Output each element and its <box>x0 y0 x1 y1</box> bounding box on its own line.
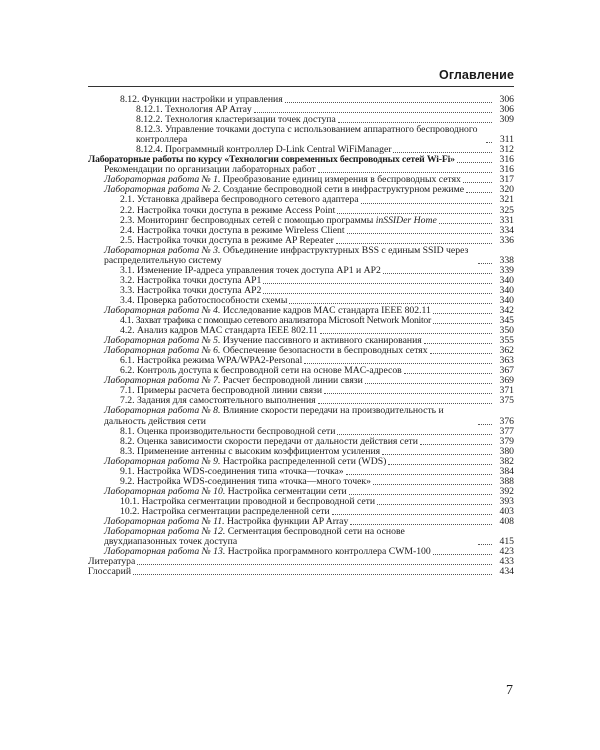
toc-entry-lab[interactable]: Лабораторная работа № 9. Настройка распределенной сети (WDS) 382 <box>104 455 514 467</box>
toc-entry-lab[interactable]: Лабораторная работа № 2. Создание беспроводной сети в инфраструктурном режиме 320 <box>104 184 514 196</box>
leader-dots <box>433 554 492 555</box>
toc-entry[interactable]: 8.12. Функции настройки и управления 306 <box>120 94 514 105</box>
leader-dots <box>478 424 492 425</box>
leader-dots <box>404 373 492 374</box>
toc-entry-lab[interactable]: Лабораторная работа № 11. Настройка функции AP Array 408 <box>104 515 514 527</box>
leader-dots <box>289 303 492 304</box>
toc-entry[interactable]: Литература 433 <box>88 556 514 568</box>
leader-dots <box>337 213 492 214</box>
leader-dots <box>365 383 492 384</box>
leader-dots <box>430 353 492 354</box>
leader-dots <box>349 494 492 495</box>
table-of-contents <box>88 95 514 577</box>
toc-entry[interactable]: 10.1. Настройка сегментации проводной и беспроводной сети 393 <box>120 495 514 507</box>
toc-entry[interactable]: 8.12.3. Управление точками доступа с использованием аппаратного беспроводного контроллера 311 <box>136 124 514 146</box>
leader-dots <box>383 273 492 274</box>
leader-dots <box>263 293 492 294</box>
toc-entry[interactable]: 2.4. Настройка точки доступа в режиме Wireless Client 334 <box>120 224 514 236</box>
toc-entry[interactable]: 6.1. Настройка режима WPA/WPA2-Personal 363 <box>120 355 514 367</box>
toc-entry[interactable]: 8.1. Оценка производительности беспроводной сети 377 <box>120 425 514 437</box>
toc-entry[interactable]: 3.2. Настройка точки доступа AP1 340 <box>120 274 514 286</box>
toc-entry-lab[interactable]: Лабораторная работа № 3. Объединение инфраструктурных BSS с единым SSID через распределительную систему 338 <box>104 244 514 266</box>
toc-entry[interactable]: 4.2. Анализ кадров MAC стандарта IEEE 802.11 350 <box>120 325 514 337</box>
leader-dots <box>133 574 492 575</box>
toc-entry[interactable]: 3.4. Проверка работоспособности схемы 340 <box>120 294 514 306</box>
toc-entry[interactable]: 8.2. Оценка зависимости скорости передачи от дальности действия сети 379 <box>120 435 514 447</box>
leader-dots <box>377 504 492 505</box>
toc-entry[interactable]: 2.5. Настройка точки доступа в режиме AP Repeater 336 <box>120 234 514 246</box>
toc-entry-lab[interactable]: Лабораторная работа № 7. Расчет беспроводной линии связи 369 <box>104 375 514 387</box>
header-title: Оглавление <box>439 68 514 82</box>
leader-dots <box>486 142 492 143</box>
toc-entry[interactable]: 6.2. Контроль доступа к беспроводной сети на основе MAC-адресов 367 <box>120 365 514 377</box>
leader-dots <box>361 203 492 204</box>
toc-entry-lab[interactable]: Лабораторная работа № 4. Исследование кадров MAC стандарта IEEE 802.11 342 <box>104 304 514 316</box>
leader-dots <box>478 263 492 264</box>
toc-entry-lab[interactable]: Лабораторная работа № 1. Преобразование единиц измерения в беспроводных сетях 317 <box>104 174 514 186</box>
leader-dots <box>285 102 492 103</box>
toc-entry[interactable]: Глоссарий 434 <box>88 566 514 578</box>
toc-entry-lab[interactable]: Лабораторная работа № 13. Настройка программного контроллера CWM-100 423 <box>104 546 514 558</box>
toc-entry[interactable]: 8.12.2. Технология кластеризации точек доступа 309 <box>136 114 514 126</box>
toc-entry[interactable]: 2.3. Мониторинг беспроводных сетей с помощью программы inSSIDer Home 331 <box>120 214 514 226</box>
toc-entry[interactable]: 9.2. Настройка WDS-соединения типа «точка—много точек» 388 <box>120 475 514 487</box>
leader-dots <box>373 484 492 485</box>
toc-entry[interactable]: Рекомендации по организации лабораторных работ 316 <box>104 164 514 176</box>
leader-dots <box>338 122 492 123</box>
leader-dots <box>350 524 492 525</box>
leader-dots <box>318 172 492 173</box>
leader-dots <box>388 464 492 465</box>
leader-dots <box>337 434 492 435</box>
toc-entry-lab[interactable]: Лабораторная работа № 10. Настройка сегментации сети 392 <box>104 485 514 497</box>
leader-dots <box>466 192 492 193</box>
leader-dots <box>137 564 492 565</box>
toc-entry-lab[interactable]: Лабораторная работа № 6. Обеспечение безопасности в беспроводных сетях 362 <box>104 345 514 357</box>
leader-dots <box>457 162 492 163</box>
leader-dots <box>324 393 492 394</box>
leader-dots <box>254 112 492 113</box>
running-header <box>88 66 514 87</box>
leader-dots <box>463 182 492 183</box>
leader-dots <box>347 233 492 234</box>
leader-dots <box>433 313 492 314</box>
page-number: 7 <box>506 683 513 698</box>
toc-entry-labs-heading[interactable]: Лабораторные работы по курсу «Технологии современных беспроводных сетей Wi-Fi» 316 <box>88 154 514 166</box>
toc-entry[interactable]: 8.3. Применение антенны с высоким коэффициентом усиления 380 <box>120 445 514 457</box>
toc-entry[interactable]: 2.1. Установка драйвера беспроводного сетевого адаптера 321 <box>120 194 514 206</box>
toc-entry[interactable]: 8.12.1. Технология AP Array 306 <box>136 104 514 116</box>
leader-dots <box>420 444 492 445</box>
leader-dots <box>433 323 492 324</box>
toc-entry[interactable]: 3.3. Настройка точки доступа AP2 340 <box>120 284 514 296</box>
toc-entry-lab[interactable]: Лабораторная работа № 12. Сегментация беспроводной сети на основе двухдиапазонных точек доступа 415 <box>104 526 514 548</box>
toc-entry[interactable]: 10.2. Настройка сегментации распределенной сети 403 <box>120 505 514 517</box>
leader-dots <box>439 223 492 224</box>
leader-dots <box>346 474 492 475</box>
leader-dots <box>263 283 492 284</box>
toc-entry[interactable]: 2.2. Настройка точки доступа в режиме Access Point 325 <box>120 204 514 216</box>
toc-entry[interactable]: 4.1. Захват трафика с помощью сетевого анализатора Microsoft Network Monitor 345 <box>120 315 514 327</box>
leader-dots <box>336 243 492 244</box>
leader-dots <box>424 343 492 344</box>
toc-entry[interactable]: 8.12.4. Программный контроллер D-Link Central WiFiManager 312 <box>136 144 514 156</box>
toc-entry[interactable]: 3.1. Изменение IP-адреса управления точек доступа AP1 и AP2 339 <box>120 264 514 276</box>
leader-dots <box>304 363 492 364</box>
toc-entry-lab[interactable]: Лабораторная работа № 5. Изучение пассивного и активного сканирования 355 <box>104 335 514 347</box>
leader-dots <box>318 403 492 404</box>
leader-dots <box>478 544 492 545</box>
leader-dots <box>320 333 492 334</box>
toc-entry-lab[interactable]: Лабораторная работа № 8. Влияние скорости передачи на производительность и дальность действия сети 376 <box>104 405 514 427</box>
leader-dots <box>332 514 492 515</box>
toc-entry[interactable]: 9.1. Настройка WDS-соединения типа «точка—точка» 384 <box>120 465 514 477</box>
toc-entry[interactable]: 7.1. Примеры расчета беспроводной линии связи 371 <box>120 385 514 397</box>
leader-dots <box>382 454 492 455</box>
leader-dots <box>393 152 492 153</box>
toc-entry[interactable]: 7.2. Задания для самостоятельного выполнения 375 <box>120 395 514 407</box>
